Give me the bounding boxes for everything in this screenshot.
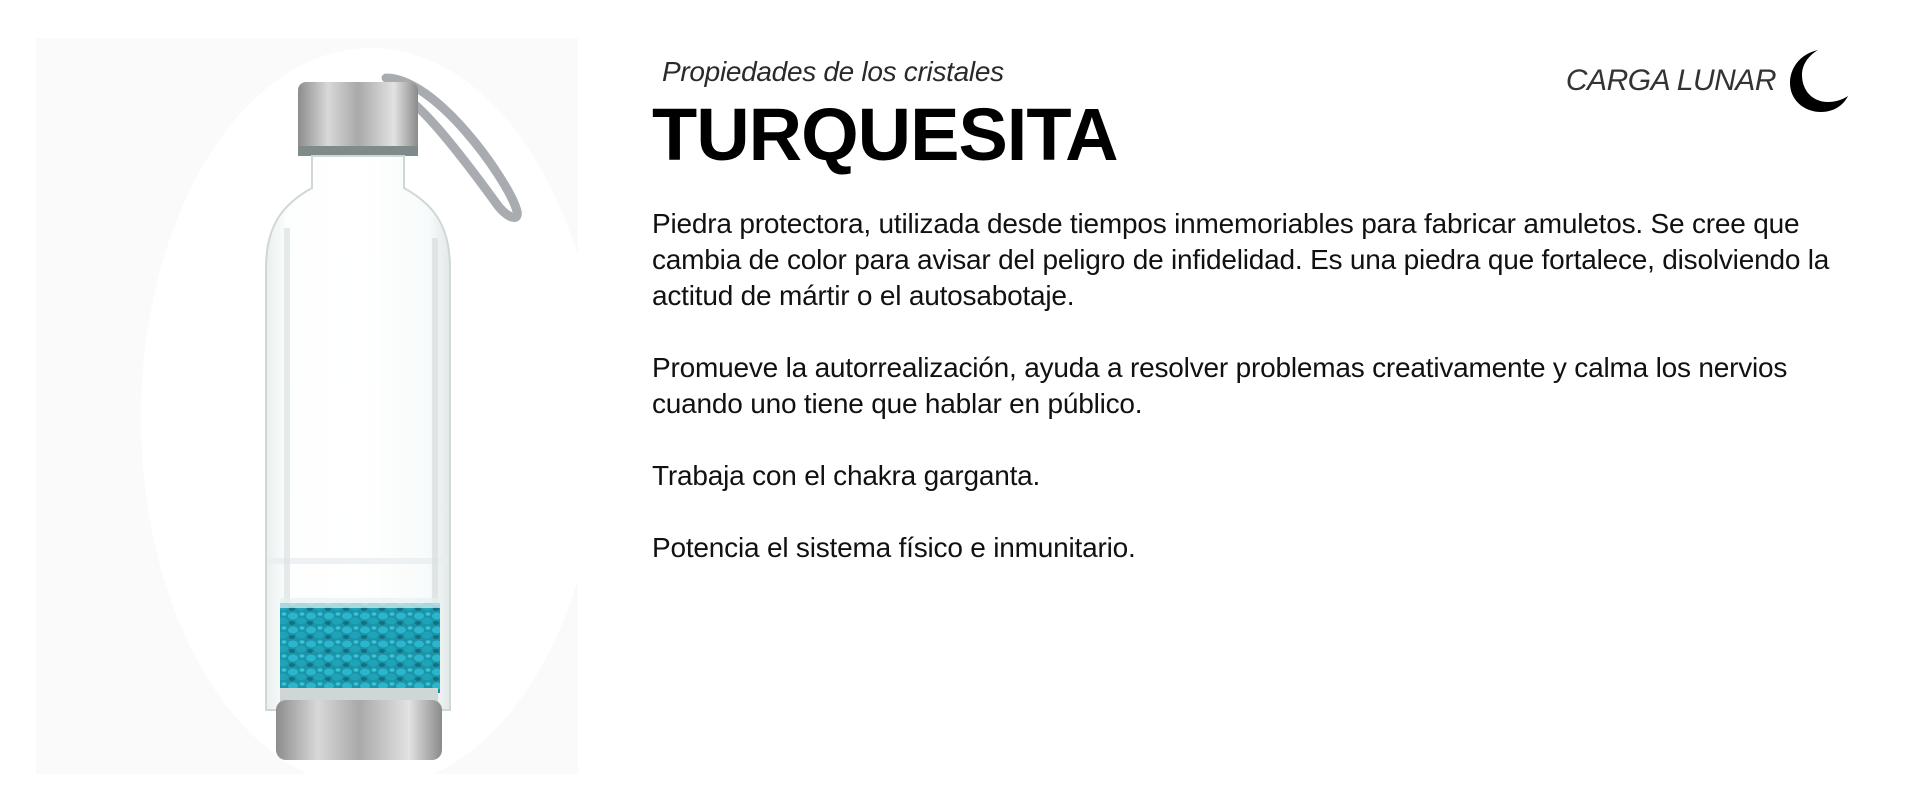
lunar-charge-label: CARGA LUNAR: [1565, 64, 1776, 97]
description-paragraph: Promueve la autorrealización, ayuda a resolver problemas creativamente y calma los nervios cuando uno tiene que hablar en público.: [652, 352, 1788, 419]
product-image: [36, 38, 578, 774]
section-subtitle: Propiedades de los cristales: [662, 56, 1004, 87]
water-bottle-illustration: [36, 38, 578, 774]
page-title: TURQUESITA: [652, 93, 1118, 176]
lunar-charge-badge: [1566, 48, 1850, 114]
description-paragraph: Potencia el sistema físico e inmunitario.: [652, 532, 1136, 563]
description-paragraph: Piedra protectora, utilizada desde tiempos inmemoriables para fabricar amuletos. Se cree que cambia de color para avisar del peligro de infidelidad. Es una piedra que fortalece, disolviendo la actitud de mártir o el autosabotaje.: [652, 208, 1830, 311]
description: [652, 206, 1852, 602]
moon-icon: [1788, 48, 1850, 114]
description-paragraph: Trabaja con el chakra garganta.: [652, 460, 1041, 491]
